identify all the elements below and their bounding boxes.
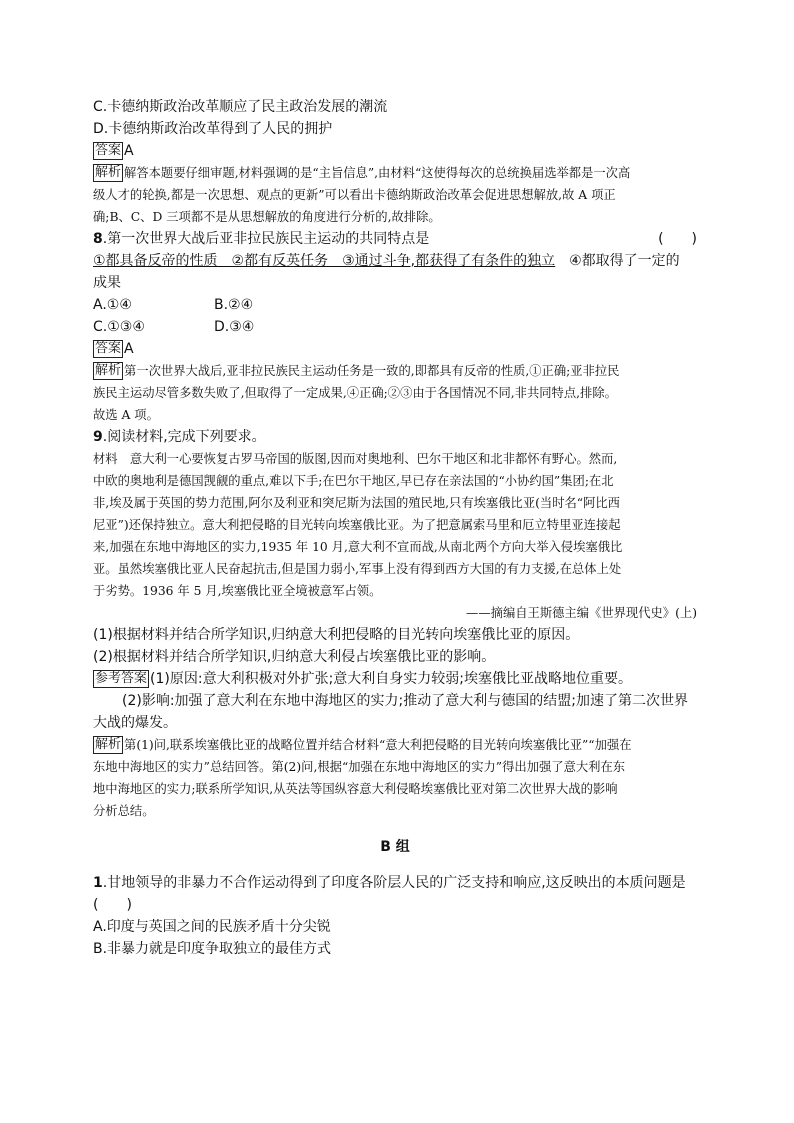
document-page [93, 96, 697, 960]
analysis-text: 第一次世界大战后,亚非拉民族民主运动任务是一致的,即都具有反帝的性质,①正确;亚非拉民 [124, 364, 620, 378]
q7-analysis-line-1 [93, 162, 697, 184]
question-text: .阅读材料,完成下列要求。 [102, 429, 266, 445]
q9-material-line-5: 来,加强在东地中海地区的实力,1935 年 10 月,意大利不宣而战,从南北两个方向大举入侵埃塞俄比 [93, 540, 623, 554]
q9-analysis-line-1 [93, 734, 697, 756]
q8-items-line-2: 成果 [93, 275, 121, 291]
question-number: 8 [93, 231, 103, 247]
q7-option-c: C.卡德纳斯政治改革顺应了民主政治发展的潮流 [93, 99, 388, 115]
reference-answer-tag: 参考答案 [95, 671, 148, 686]
q9-analysis-line-3: 地中海地区的实力;联系所学知识,从英法等国纵容意大利侵略埃塞俄比亚对第二次世界大战的影响 [93, 782, 618, 796]
groupb-q1-option-a: A.印度与英国之间的民族矛盾十分尖锐 [93, 919, 331, 935]
analysis-text: 解答本题要仔细审题,材料强调的是“主旨信息”,由材料“这使得每次的总统换届选举都是一次高 [124, 166, 631, 180]
q7-option-d: D.卡德纳斯政治改革得到了人民的拥护 [93, 121, 333, 137]
q9-material-line-3: 非,埃及属于英国的势力范围,阿尔及利亚和突尼斯为法国的殖民地,只有埃塞俄比亚(当时名“阿比西 [93, 496, 620, 510]
question-text: .第一次世界大战后亚非拉民族民主运动的共同特点是 [102, 231, 430, 247]
q8-choices-row-1 [93, 294, 697, 316]
q9-stem [93, 426, 697, 448]
question-number: 1 [93, 875, 103, 891]
analysis-tag: 解析 [95, 363, 122, 378]
q8-analysis-line-1 [93, 360, 697, 382]
q9-material-source: ——摘编自王斯德主编《世界现代史》(上) [466, 606, 697, 620]
groupb-q1-paren: ( ) [93, 897, 132, 913]
q9-analysis-line-2: 东地中海地区的实力”总结回答。第(2)问,根据“加强在东地中海地区的实力”得出加强了意大利在东 [93, 760, 626, 774]
q8-answer [93, 338, 697, 360]
q9-analysis-line-4: 分析总结。 [93, 804, 155, 818]
q9-requirement-1: (1)根据材料并结合所学知识,归纳意大利把侵略的目光转向埃塞俄比亚的原因。 [93, 627, 580, 643]
question-text: .甘地领导的非暴力不合作运动得到了印度各阶层人民的广泛支持和响应,这反映出的本质问题是 [102, 875, 686, 891]
analysis-tag: 解析 [95, 165, 122, 180]
analysis-text: 第(1)问,联系埃塞俄比亚的战略位置并结合材料“意大利把侵略的目光转向埃塞俄比亚”“加强在 [124, 738, 632, 752]
q8-stem [93, 228, 697, 250]
choice-a: A.①④ [93, 297, 132, 313]
answer-tag: 答案 [95, 341, 122, 356]
analysis-tag: 解析 [95, 737, 122, 752]
choice-d: D.③④ [214, 319, 255, 335]
choice-b: B.②④ [214, 297, 254, 313]
items-text: ①都具备反帝的性质 ②都有反英任务 ③通过斗争,都获得了有条件的独立 [93, 253, 556, 269]
q8-analysis-line-2: 族民主运动尽管多数失败了,但取得了一定成果,④正确;②③由于各国情况不同,非共同特点,排除。 [93, 386, 617, 400]
reference-answer-text: (1)原因:意大利积极对外扩张;意大利自身实力较弱;埃塞俄比亚战略地位重要。 [150, 671, 632, 687]
groupb-q1-stem [93, 872, 697, 894]
q9-reference-answer-1 [93, 668, 697, 690]
choice-c: C.①③④ [93, 319, 145, 335]
groupb-q1-option-b: B.非暴力就是印度争取独立的最佳方式 [93, 941, 332, 957]
q9-material-line-6: 亚。虽然埃塞俄比亚人民奋起抗击,但是国力弱小,军事上没有得到西方大国的有力支援,在总体上处 [93, 562, 622, 576]
q7-analysis-line-2: 级人才的轮换,都是一次思想、观点的更新”可以看出卡德纳斯政治改革会促进思想解放,故 A 项正 [93, 188, 616, 202]
q8-items-line-1 [93, 250, 697, 272]
q7-answer [93, 140, 697, 162]
q9-reference-answer-3: 大战的爆发。 [93, 715, 177, 731]
q7-analysis-line-3: 确;B、C、D 三项都不是从思想解放的角度进行分析的,故排除。 [93, 210, 441, 224]
q8-analysis-line-3: 故选 A 项。 [93, 408, 159, 422]
q9-material-line-1: 材料 意大利一心要恢复古罗马帝国的版图,因而对奥地利、巴尔干地区和北非都怀有野心。然而, [93, 452, 618, 466]
q9-requirement-2: (2)根据材料并结合所学知识,归纳意大利侵占埃塞俄比亚的影响。 [93, 649, 496, 665]
answer-value: A [124, 143, 134, 159]
q8-choices-row-2 [93, 316, 697, 338]
question-number: 9 [93, 429, 103, 445]
answer-tag: 答案 [95, 143, 122, 158]
answer-blank: ( ) [658, 231, 697, 247]
answer-value: A [124, 341, 134, 357]
q9-material-line-2: 中欧的奥地利是德国觊觎的重点,难以下手;在巴尔干地区,早已存在亲法国的“小协约国”集团;在北 [93, 474, 614, 488]
group-b-title: B 组 [380, 839, 410, 855]
q9-material-line-7: 于劣势。1936 年 5 月,埃塞俄比亚全境被意军占领。 [93, 584, 382, 598]
items-text-2: ④都取得了一定的 [555, 253, 680, 269]
q9-material-line-4: 尼亚”)还保持独立。意大利把侵略的目光转向埃塞俄比亚。为了把意属索马里和厄立特里亚连接起 [93, 518, 621, 532]
q9-reference-answer-2: (2)影响:加强了意大利在东地中海地区的实力;推动了意大利与德国的结盟;加速了第二次世界 [122, 693, 688, 709]
